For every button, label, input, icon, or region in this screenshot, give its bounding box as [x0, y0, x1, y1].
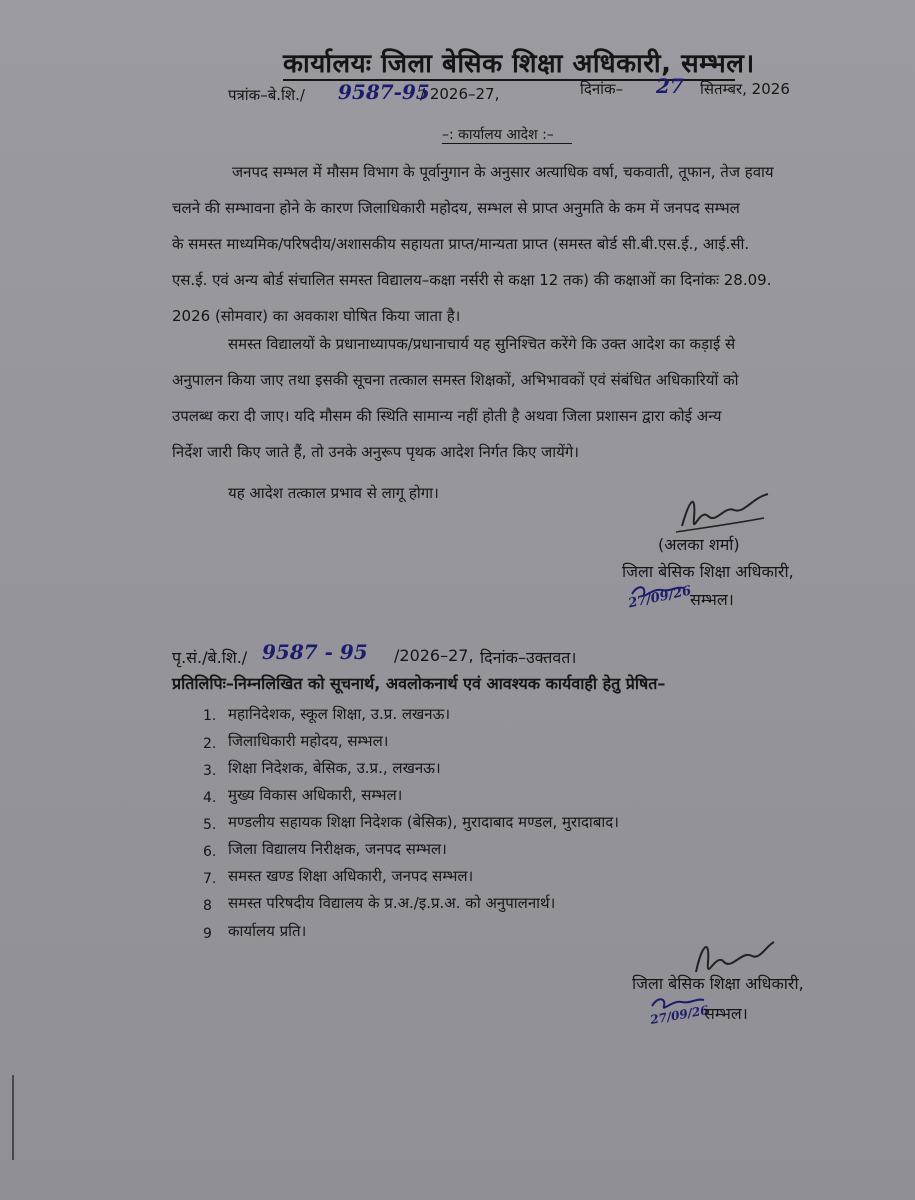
officer-designation: जिला बेसिक शिक्षा अधिकारी,	[622, 562, 794, 581]
paragraph2-line: उपलब्ध करा दी जाए। यदि मौसम की स्थिति सामान्य नहीं होती है अथवा जिला प्रशासन द्वारा कोई अन्य	[172, 407, 722, 425]
paragraph1-line: जनपद सम्भल में मौसम विभाग के पूर्वानुगान के अनुसार अत्याधिक वर्षा, चकवाती, तूफान, तेज हवाय	[232, 163, 774, 181]
list-item: शिक्षा निदेशक, बेसिक, उ.प्र., लखनऊ।	[228, 759, 441, 777]
list-item: कार्यालय प्रति।	[228, 922, 307, 940]
office-title: कार्यालयः जिला बेसिक शिक्षा अधिकारी, सम्भल।	[283, 49, 755, 79]
list-item-number: 7.	[203, 871, 217, 887]
list-item-number: 1.	[203, 708, 217, 724]
paragraph1-line: चलने की सम्भावना होने के कारण जिलाधिकारी महोदय, सम्भल से प्राप्त अनुमति के कम में जनपद सम्भल	[172, 199, 740, 217]
date-label: दिनांक–	[580, 80, 624, 98]
paragraph1-line: के समस्त माध्यमिक/परिषदीय/अशासकीय सहायता प्राप्त/मान्यता प्राप्त (समस्त बोर्ड सी.बी.एस.ई., आई.सी.	[172, 235, 750, 253]
copy-heading: प्रतिलिपिः–निम्नलिखित को सूचनार्थ, अवलोकनार्थ एवं आवश्यक कार्यवाही हेतु प्रेषित–	[172, 674, 666, 693]
list-item: महानिदेशक, स्कूल शिक्षा, उ.प्र. लखनऊ।	[228, 705, 451, 723]
copy-reference-date: दिनांक–उक्तवत।	[480, 648, 577, 667]
reference-number-handwritten: 9587-95	[338, 80, 430, 104]
copy-reference-year: /2026–27,	[394, 646, 474, 665]
list-item: मण्डलीय सहायक शिक्षा निदेशक (बेसिक), मुरादाबाद मण्डल, मुरादाबाद।	[228, 813, 619, 831]
copy-reference-prefix: पृ.सं./बे.शि./	[172, 648, 248, 667]
copy-reference-number-handwritten: 9587 - 95	[262, 640, 368, 664]
paragraph2-line: निर्देश जारी किए जाते हैं, तो उनके अनुरूप पृथक आदेश निर्गत किए जायेंगे।	[172, 443, 579, 461]
list-item: मुख्य विकास अधिकारी, सम्भल।	[228, 786, 403, 804]
officer-place: सम्भल।	[690, 590, 734, 609]
date-day-handwritten: 27	[656, 74, 684, 98]
officer-place-2: सम्भल।	[704, 1004, 748, 1023]
list-item-number: 9	[203, 926, 212, 942]
list-item-number: 2.	[203, 736, 217, 752]
paragraph1-line: एस.ई. एवं अन्य बोर्ड संचालित समस्त विद्यालय–कक्षा नर्सरी से कक्षा 12 तक) की कक्षाओं का दिनांकः 28.09.	[172, 271, 772, 289]
reference-prefix: पत्रांक–बे.शि./	[228, 86, 305, 104]
signature-date-handwritten-2: 27/09/26	[649, 1002, 710, 1028]
list-item-number: 5.	[203, 817, 217, 833]
paragraph3: यह आदेश तत्काल प्रभाव से लागू होगा।	[228, 484, 439, 502]
officer-designation-2: जिला बेसिक शिक्षा अधिकारी,	[632, 974, 804, 993]
paragraph1-line: 2026 (सोमवार) का अवकाश घोषित किया जाता है।	[172, 307, 461, 325]
reference-year: / 2026–27,	[420, 85, 500, 103]
list-item-number: 4.	[203, 790, 217, 806]
list-item: समस्त परिषदीय विद्यालय के प्र.अ./इ.प्र.अ. को अनुपालनार्थ।	[228, 894, 556, 912]
order-heading-underline	[442, 143, 572, 144]
list-item-number: 8	[203, 898, 212, 914]
list-item: जिलाधिकारी महोदय, सम्भल।	[228, 732, 389, 750]
paragraph2-line: अनुपालन किया जाए तथा इसकी सूचना तत्काल समस्त शिक्षकों, अभिभावकों एवं संबंधित अधिकारियों को	[172, 371, 739, 389]
list-item-number: 3.	[203, 763, 217, 779]
officer-name: (अलका शर्मा)	[658, 535, 740, 554]
list-item: जिला विद्यालय निरीक्षक, जनपद सम्भल।	[228, 840, 447, 858]
paragraph2-line: समस्त विद्यालयों के प्रधानाध्यापक/प्रधानाचार्य यह सुनिश्चित करेंगे कि उक्त आदेश का कड़ाई से	[228, 335, 736, 353]
list-item-number: 6.	[203, 844, 217, 860]
order-heading: –: कार्यालय आदेश :–	[442, 127, 554, 143]
list-item: समस्त खण्ड शिक्षा अधिकारी, जनपद सम्भल।	[228, 867, 474, 885]
signature-date-handwritten-1: 27/09/26	[627, 583, 693, 612]
initials-scribble-1	[628, 582, 688, 612]
date-month-year: सितम्बर, 2026	[700, 80, 790, 98]
margin-mark	[12, 1075, 14, 1160]
